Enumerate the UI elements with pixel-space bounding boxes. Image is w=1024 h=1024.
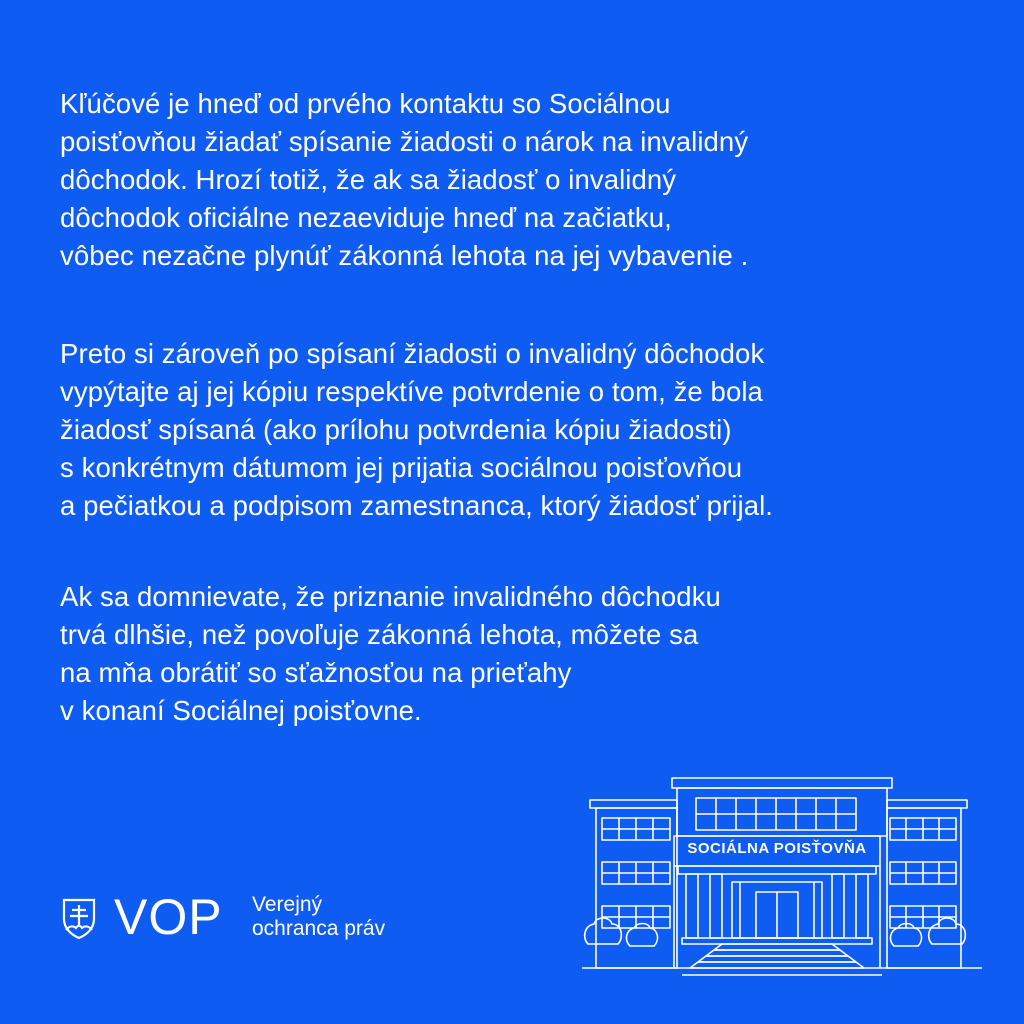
logo-subtitle: Verejný ochranca práv [252,893,386,940]
paragraph-intro: Kľúčové je hneď od prvého kontaktu so Sociálnou poisťovňou žiadať spísanie žiadosti o nárok na invalidný dôchodok. Hrozí totiž, že ak sa žiadosť o invalidný dôchodok oficiálne nezaeviduje hneď na začiatku, vôbec nezačne plynúť zákonná lehota na jej vybavenie . [60,88,749,271]
building-sign: SOCIÁLNA POISŤOVŇA [687,840,867,857]
paragraph-copy-request: Preto si zároveň po spísaní žiadosti o invalidný dôchodok vypýtajte aj jej kópiu respektíve potvrdenie o tom, že bola žiadosť spísaná (ako prílohu potvrdenia kópiu žiadosti) s konkrétnym dátumom jej prijatia sociálnou poisťovňou a pečiatkou a podpisom zamestnanca, ktorý žiadosť prijal. [60,338,774,521]
slovak-crest-icon [62,897,96,939]
social-insurance-building-illustration [582,770,982,980]
paragraph-complaint: Ak sa domnievate, že priznanie invalidného dôchodku trvá dlhšie, než povoľuje zákonná lehota, môžete sa na mňa obrátiť so sťažnosťou na prieťahy v konaní Sociálnej poisťovne. [60,581,721,726]
vop-mark: VOP [114,889,223,945]
